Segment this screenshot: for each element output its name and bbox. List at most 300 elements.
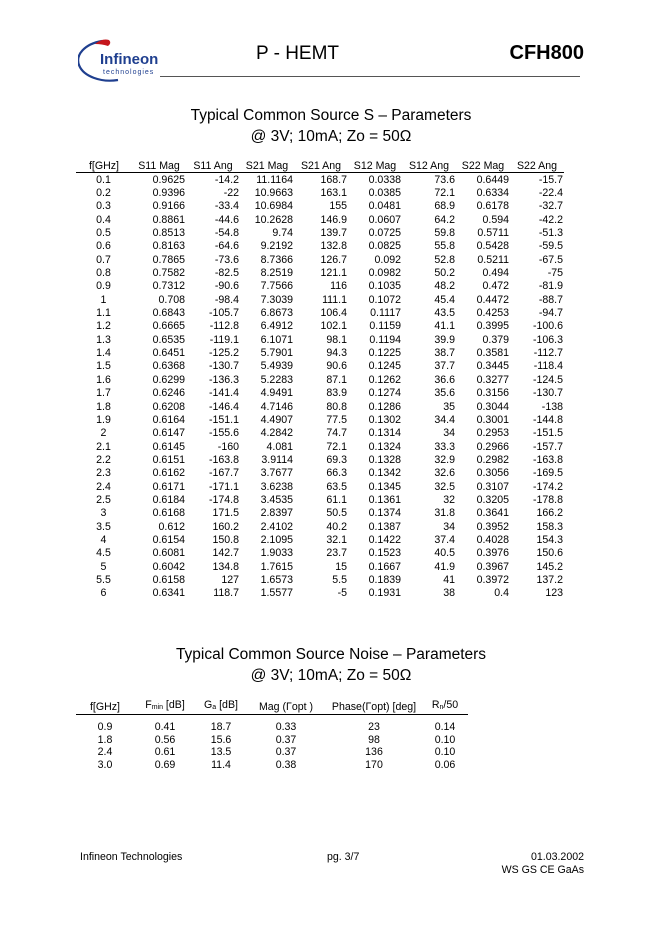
table-cell: 50.5 <box>326 507 347 520</box>
table-cell: 43.5 <box>434 307 455 320</box>
table-cell: 0.69 <box>154 758 176 771</box>
table-row <box>76 547 564 560</box>
table-cell: 1 <box>100 293 107 306</box>
table-cell: 41 <box>443 573 455 586</box>
table-cell: 0.6154 <box>152 533 185 546</box>
table-cell: 0.3581 <box>476 347 509 360</box>
table-cell: -151.1 <box>208 413 239 426</box>
table-cell: 11.4 <box>211 758 231 771</box>
table-cell: 170 <box>365 758 383 771</box>
table-cell: 34 <box>443 520 455 533</box>
svg-text:technologies: technologies <box>103 69 155 76</box>
noise-params-table <box>76 699 468 771</box>
table-cell: 0.3001 <box>476 413 509 426</box>
table-cell: 0.3995 <box>476 320 509 333</box>
table-row <box>76 453 564 466</box>
table-cell: 123 <box>545 587 563 600</box>
table-cell: 0.6184 <box>152 493 185 506</box>
table-row <box>76 213 564 226</box>
table-cell: 0.7 <box>96 253 111 266</box>
table-row <box>76 387 564 400</box>
col-header: S22 Ang <box>516 159 558 172</box>
table-cell: 10.9663 <box>254 187 293 200</box>
table-cell: -125.2 <box>208 347 239 360</box>
table-cell: 2 <box>100 427 107 440</box>
s-params-table <box>76 160 564 600</box>
table-cell: -42.2 <box>538 213 563 226</box>
table-cell: 0.1286 <box>368 400 401 413</box>
table-cell: 4.9491 <box>260 387 293 400</box>
table-cell: 0.8 <box>96 267 111 280</box>
table-cell: 31.8 <box>434 507 455 520</box>
table-cell: 136 <box>365 746 383 759</box>
table-cell: 0.33 <box>275 721 297 734</box>
table-cell: 0.612 <box>158 520 185 533</box>
footer-dept: WS GS CE GaAs <box>501 864 584 876</box>
table-cell: 1.7615 <box>260 560 293 573</box>
footer-company: Infineon Technologies <box>80 851 183 863</box>
table-cell: 0.6451 <box>152 347 185 360</box>
table-cell: 0.14 <box>434 721 456 734</box>
table-cell: 0.6168 <box>152 507 185 520</box>
table-cell: 7.7566 <box>260 280 293 293</box>
table-cell: 13.5 <box>210 746 232 759</box>
table-cell: 0.2953 <box>476 427 509 440</box>
table-row <box>76 573 564 586</box>
table-cell: 0.6299 <box>152 373 185 386</box>
table-cell: -130.7 <box>208 360 239 373</box>
table-cell: 1.8 <box>97 733 113 746</box>
table-cell: -167.7 <box>208 467 239 480</box>
table-cell: 0.0481 <box>368 200 401 213</box>
table-cell: -100.6 <box>532 320 563 333</box>
table-cell: 3.9114 <box>261 453 293 466</box>
table-cell: -14.2 <box>214 173 239 186</box>
table-cell: -22 <box>223 187 239 200</box>
table-cell: 0.0338 <box>368 173 401 186</box>
noise-params-body <box>76 715 468 772</box>
s-params-title: Typical Common Source S – Parameters @ 3V; 10mA; Zo = 50Ω <box>190 107 472 145</box>
table-cell: 0.7312 <box>152 280 185 293</box>
table-cell: 5.5 <box>96 573 111 586</box>
table-row <box>76 493 564 506</box>
table-cell: 155 <box>329 200 347 213</box>
table-cell: 150.6 <box>536 547 563 560</box>
table-cell: 18.7 <box>210 721 232 734</box>
table-cell: 5.2283 <box>260 373 293 386</box>
table-cell: 0.3277 <box>476 373 509 386</box>
table-cell: 0.9 <box>96 280 111 293</box>
table-cell: 4.4907 <box>260 413 293 426</box>
noise-params-title: Typical Common Source Noise – Parameters @ 3V; 10mA; Zo = 50Ω <box>175 646 487 684</box>
table-cell: 171.5 <box>212 507 239 520</box>
table-cell: 0.6145 <box>152 440 185 453</box>
col-header: f[GHz] <box>89 700 121 713</box>
col-header: S12 Mag <box>353 159 397 172</box>
table-cell: 5.5 <box>332 573 347 586</box>
table-row <box>76 360 564 373</box>
table-cell: 116 <box>330 280 347 293</box>
table-cell: 10.2628 <box>254 213 293 226</box>
table-cell: 0.6081 <box>152 547 185 560</box>
table-cell: 0.4028 <box>476 533 509 546</box>
table-row <box>76 734 468 747</box>
table-row <box>76 400 564 413</box>
table-cell: 52.8 <box>434 253 455 266</box>
table-cell: 0.494 <box>482 267 509 280</box>
table-row <box>76 480 564 493</box>
table-cell: 3 <box>100 507 107 520</box>
table-cell: 137.2 <box>536 573 563 586</box>
table-row <box>76 253 564 266</box>
table-cell: 0.1302 <box>368 413 401 426</box>
table-row <box>76 507 564 520</box>
table-cell: 0.1314 <box>368 427 401 440</box>
table-cell: 2.1095 <box>260 533 293 546</box>
table-cell: 2.4 <box>97 746 113 759</box>
document-title: P - HEMT <box>256 43 340 64</box>
table-cell: 3.7677 <box>260 467 293 480</box>
table-cell: 0.6178 <box>476 200 509 213</box>
table-cell: 0.3952 <box>476 520 509 533</box>
table-cell: 15.6 <box>210 733 232 746</box>
table-cell: 2.1 <box>96 440 111 453</box>
table-row <box>76 467 564 480</box>
table-cell: 168.7 <box>320 173 347 186</box>
table-cell: 0.8861 <box>152 213 185 226</box>
table-cell: 163.1 <box>320 187 347 200</box>
table-cell: 0.37 <box>275 746 297 759</box>
table-cell: 1.5577 <box>260 587 293 600</box>
table-cell: 64.2 <box>434 213 455 226</box>
table-cell: 6 <box>100 587 107 600</box>
table-cell: 0.06 <box>434 758 456 771</box>
table-cell: 32.9 <box>434 453 455 466</box>
table-cell: 8.7366 <box>260 253 293 266</box>
table-cell: 41.9 <box>434 560 455 573</box>
table-cell: -94.7 <box>538 307 563 320</box>
table-cell: 0.0385 <box>368 187 401 200</box>
table-cell: 11.1164 <box>256 173 293 186</box>
table-cell: 0.4 <box>96 213 111 226</box>
table-cell: -155.6 <box>208 427 239 440</box>
table-cell: 8.2519 <box>260 267 293 280</box>
table-cell: 0.6334 <box>476 187 509 200</box>
table-cell: -82.5 <box>214 267 239 280</box>
table-cell: 5.4939 <box>260 360 293 373</box>
table-cell: -15.7 <box>538 173 563 186</box>
table-cell: 3.4535 <box>260 493 293 506</box>
table-cell: -178.8 <box>532 493 563 506</box>
table-cell: 166.2 <box>536 507 563 520</box>
table-cell: 145.2 <box>536 560 563 573</box>
table-cell: -169.5 <box>532 467 563 480</box>
table-cell: 63.5 <box>326 480 347 493</box>
table-cell: 0.1345 <box>368 480 401 493</box>
table-cell: 0.6158 <box>152 573 185 586</box>
table-cell: 0.472 <box>482 280 509 293</box>
table-cell: 118.7 <box>213 587 239 600</box>
table-cell: 61.1 <box>326 493 347 506</box>
table-cell: 1.1 <box>96 307 111 320</box>
table-cell: 1.6 <box>96 373 111 386</box>
table-cell: -136.3 <box>208 373 239 386</box>
table-cell: -64.6 <box>214 240 239 253</box>
table-cell: 0.6208 <box>152 400 185 413</box>
table-cell: 127 <box>221 573 239 586</box>
table-cell: 106.4 <box>320 307 347 320</box>
table-row <box>76 226 564 239</box>
table-cell: 0.708 <box>158 293 185 306</box>
table-cell: 0.6171 <box>152 480 185 493</box>
table-cell: 102.1 <box>320 320 347 333</box>
table-cell: 45.4 <box>434 293 455 306</box>
table-cell: 0.7865 <box>152 253 185 266</box>
table-cell: -90.6 <box>214 280 239 293</box>
table-cell: 32.6 <box>434 467 455 480</box>
table-cell: 0.3056 <box>476 467 509 480</box>
col-header: S21 Ang <box>300 159 342 172</box>
table-cell: 4.2842 <box>260 427 293 440</box>
table-cell: 0.5428 <box>476 240 509 253</box>
table-cell: 87.1 <box>326 373 347 386</box>
table-cell: 0.61 <box>154 746 176 759</box>
table-cell: 0.6368 <box>152 360 185 373</box>
table-row <box>76 746 468 759</box>
table-cell: 0.3445 <box>476 360 509 373</box>
table-cell: -105.7 <box>208 307 239 320</box>
table-cell: 77.5 <box>326 413 347 426</box>
table-cell: 2.8397 <box>260 507 293 520</box>
table-cell: -32.7 <box>538 200 563 213</box>
table-cell: 32 <box>443 493 455 506</box>
table-cell: -163.8 <box>208 453 239 466</box>
table-cell: 0.37 <box>275 733 297 746</box>
table-cell: 83.9 <box>326 387 347 400</box>
table-cell: 0.1931 <box>368 587 401 600</box>
table-cell: 6.4912 <box>260 320 293 333</box>
table-cell: 0.6246 <box>152 387 185 400</box>
table-cell: -171.1 <box>208 480 239 493</box>
table-row <box>76 587 564 600</box>
table-cell: 98 <box>368 733 380 746</box>
footer-date: 01.03.2002 <box>530 851 584 863</box>
table-cell: 0.5 <box>96 227 111 240</box>
table-cell: -51.3 <box>538 227 563 240</box>
table-cell: 0.6151 <box>152 453 185 466</box>
col-header: Mag (Γopt ) <box>258 700 314 713</box>
table-cell: 0.5211 <box>477 253 509 266</box>
table-cell: 0.1035 <box>368 280 401 293</box>
table-cell: -157.7 <box>532 440 563 453</box>
table-cell: 0.3156 <box>476 387 509 400</box>
col-header: $F_{min}$ [dB] <box>145 699 185 711</box>
table-cell: 158.3 <box>536 520 563 533</box>
table-cell: 2.3 <box>96 467 111 480</box>
table-cell: 0.1839 <box>368 573 401 586</box>
table-cell: -118.4 <box>533 360 563 373</box>
table-cell: 146.9 <box>320 213 347 226</box>
table-row <box>76 186 564 199</box>
table-row <box>76 533 564 546</box>
table-cell: 5 <box>100 560 107 573</box>
table-cell: 1.2 <box>96 320 111 333</box>
table-cell: 0.6341 <box>152 587 185 600</box>
table-cell: -106.3 <box>532 333 563 346</box>
table-cell: 0.6162 <box>152 467 185 480</box>
table-cell: 37.4 <box>434 533 455 546</box>
table-cell: 4.7146 <box>260 400 293 413</box>
table-cell: -112.8 <box>209 320 239 333</box>
table-cell: 55.8 <box>434 240 455 253</box>
table-cell: 80.8 <box>326 400 347 413</box>
table-cell: 0.2966 <box>476 440 509 453</box>
table-cell: 150.8 <box>212 533 239 546</box>
table-cell: 0.4253 <box>476 307 509 320</box>
table-cell: -174.8 <box>208 493 239 506</box>
table-cell: 0.3972 <box>476 573 509 586</box>
table-cell: 0.41 <box>154 721 176 734</box>
table-cell: 68.9 <box>434 200 455 213</box>
table-cell: 0.1422 <box>368 533 401 546</box>
table-row <box>76 293 564 306</box>
table-cell: 0.6535 <box>152 333 185 346</box>
table-cell: 69.3 <box>326 453 347 466</box>
table-cell: 35.6 <box>434 387 455 400</box>
table-cell: 0.0825 <box>368 240 401 253</box>
table-cell: -130.7 <box>532 387 563 400</box>
table-cell: 40.5 <box>434 547 455 560</box>
table-cell: 7.3039 <box>260 293 293 306</box>
table-cell: -59.5 <box>538 240 563 253</box>
table-cell: -138 <box>541 400 563 413</box>
svg-text:Infineon: Infineon <box>100 51 159 68</box>
table-cell: 37.7 <box>434 360 455 373</box>
table-cell: -73.6 <box>214 253 239 266</box>
table-cell: 1.8 <box>96 400 111 413</box>
table-cell: 0.9 <box>97 721 113 734</box>
table-cell: 66.3 <box>326 467 347 480</box>
table-cell: -174.2 <box>532 480 563 493</box>
table-cell: 0.3044 <box>476 400 509 413</box>
table-cell: 15 <box>335 560 347 573</box>
col-header: S22 Mag <box>461 159 505 172</box>
table-cell: 0.10 <box>434 746 456 759</box>
table-cell: 0.0607 <box>368 213 401 226</box>
table-cell: 121.1 <box>320 267 347 280</box>
table-cell: 0.38 <box>275 758 297 771</box>
table-cell: 0.6449 <box>476 173 509 186</box>
table-cell: 2.4 <box>96 480 111 493</box>
table-cell: 0.1194 <box>369 333 401 346</box>
table-cell: 0.6042 <box>152 560 185 573</box>
col-header: S11 Mag <box>138 159 180 172</box>
table-cell: 0.092 <box>374 253 401 266</box>
table-cell: 1.9 <box>96 413 111 426</box>
table-cell: -98.4 <box>214 293 239 306</box>
table-cell: 35 <box>443 400 455 413</box>
table-cell: 0.3976 <box>476 547 509 560</box>
table-cell: -88.7 <box>538 293 563 306</box>
table-cell: 90.6 <box>326 360 347 373</box>
table-cell: 9.2192 <box>260 240 293 253</box>
table-cell: 126.7 <box>320 253 347 266</box>
table-cell: 0.8513 <box>152 227 185 240</box>
table-cell: 3.0 <box>97 758 113 771</box>
table-cell: -67.5 <box>538 253 563 266</box>
table-cell: 33.3 <box>434 440 455 453</box>
table-cell: 1.4 <box>96 347 111 360</box>
col-header: $R_n/50$ <box>431 699 459 711</box>
table-cell: 0.0982 <box>368 267 401 280</box>
table-cell: -146.4 <box>208 400 239 413</box>
table-cell: 10.6984 <box>254 200 293 213</box>
table-cell: 0.1245 <box>368 360 401 373</box>
table-cell: 0.10 <box>434 733 456 746</box>
footer-page-number: pg. 3/7 <box>327 851 360 863</box>
table-cell: -141.4 <box>208 387 239 400</box>
table-cell: 0.1328 <box>368 453 401 466</box>
table-cell: 0.1274 <box>368 387 401 400</box>
table-cell: 5.7901 <box>260 347 293 360</box>
table-cell: 0.1225 <box>368 347 401 360</box>
table-cell: 0.1 <box>96 173 111 186</box>
table-cell: 0.1262 <box>368 373 401 386</box>
table-cell: 154.3 <box>536 533 563 546</box>
table-cell: 1.6573 <box>260 573 293 586</box>
table-cell: -81.9 <box>538 280 563 293</box>
table-cell: 0.6665 <box>152 320 185 333</box>
table-cell: 4 <box>100 533 107 546</box>
table-cell: 0.1324 <box>368 440 401 453</box>
table-cell: 0.1374 <box>368 507 401 520</box>
table-cell: 0.3107 <box>476 480 509 493</box>
table-row <box>76 266 564 279</box>
table-cell: 34.4 <box>434 413 455 426</box>
table-cell: -75 <box>547 267 563 280</box>
table-cell: 34 <box>443 427 455 440</box>
col-header: S12 Ang <box>408 159 450 172</box>
col-header: $G_a$ [dB] <box>204 699 238 711</box>
table-cell: 4.081 <box>266 440 293 453</box>
table-cell: 0.6 <box>96 240 111 253</box>
table-row <box>76 200 564 213</box>
table-cell: 0.8163 <box>152 240 185 253</box>
table-cell: -119.1 <box>209 333 239 346</box>
col-header: Phase(Γopt) [deg] <box>331 700 417 713</box>
table-cell: 0.2 <box>96 187 111 200</box>
table-cell: 2.2 <box>96 453 111 466</box>
table-cell: -5 <box>337 587 347 600</box>
table-row <box>76 440 564 453</box>
table-cell: 0.3641 <box>476 507 509 520</box>
table-cell: 0.379 <box>482 333 509 346</box>
table-cell: 4.5 <box>96 547 111 560</box>
table-cell: 0.1361 <box>368 493 401 506</box>
table-row <box>76 306 564 319</box>
table-cell: 38.7 <box>434 347 455 360</box>
table-row <box>76 373 564 386</box>
s-params-header-row <box>76 160 564 173</box>
table-cell: 1.9033 <box>260 547 293 560</box>
table-cell: 59.8 <box>434 227 455 240</box>
col-header: S11 Ang <box>193 159 233 172</box>
table-cell: 0.9396 <box>152 187 185 200</box>
table-row <box>76 721 468 734</box>
table-cell: 1.5 <box>96 360 111 373</box>
table-cell: 3.5 <box>96 520 111 533</box>
table-cell: 38 <box>443 587 455 600</box>
